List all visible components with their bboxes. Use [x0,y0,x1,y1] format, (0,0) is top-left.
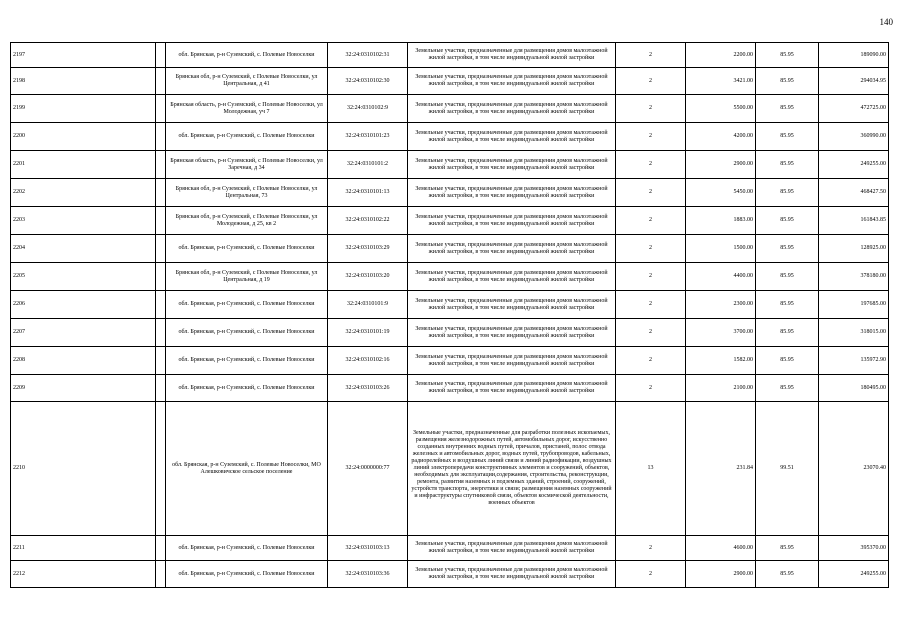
rate-cell: 85.95 [756,123,819,151]
category-cell: 2 [616,123,686,151]
spacer-cell [156,263,166,291]
cadastral-number-cell: 32:24:0310103:26 [328,375,408,402]
table-row [11,319,889,347]
table-row [11,402,889,536]
row-number-cell: 2206 [11,291,156,319]
land-use-cell: Земельные участки, предназначенные для размещения домов малоэтажной жилой застройки, в том числе индивидуальной жилой застройки [408,151,616,179]
row-number-cell: 2212 [11,561,156,588]
category-cell: 2 [616,319,686,347]
land-use-cell: Земельные участки, предназначенные для размещения домов малоэтажной жилой застройки, в том числе индивидуальной жилой застройки [408,291,616,319]
spacer-cell [156,207,166,235]
cadastral-number-cell: 32:24:0310102:30 [328,68,408,95]
spacer-cell [156,151,166,179]
cadastral-number-cell: 32:24:0310103:29 [328,235,408,263]
table-row [11,291,889,319]
rate-cell: 85.95 [756,95,819,123]
cadastral-value-cell: 468427.50 [819,179,889,207]
cadastral-value-cell: 249255.00 [819,561,889,588]
rate-cell: 85.95 [756,151,819,179]
table-row [11,95,889,123]
row-number-cell: 2202 [11,179,156,207]
address-cell: Брянская обл, р-н Суземский, с Полевые Новоселки, ул Центральная, д 41 [166,68,328,95]
rate-cell: 85.95 [756,347,819,375]
rate-cell: 85.95 [756,375,819,402]
area-cell: 2900.00 [686,561,756,588]
rate-cell: 85.95 [756,207,819,235]
rate-cell: 85.95 [756,263,819,291]
page-number: 140 [879,17,893,27]
cadastral-value-cell: 197685.00 [819,291,889,319]
spacer-cell [156,123,166,151]
cadastral-number-cell: 32:24:0310103:36 [328,561,408,588]
rate-cell: 85.95 [756,319,819,347]
cadastral-number-cell: 32:24:0310103:20 [328,263,408,291]
cadastral-value-cell: 161843.85 [819,207,889,235]
area-cell: 1500.00 [686,235,756,263]
area-cell: 2900.00 [686,151,756,179]
address-cell: обл. Брянская, р-н Суземский, с. Полевые Новоселки [166,319,328,347]
address-cell: Брянская область, р-н Суземский, с Полевые Новоселки, ул Молодежная, уч 7 [166,95,328,123]
cadastral-value-cell: 23070.40 [819,402,889,536]
rate-cell: 85.95 [756,43,819,68]
address-cell: обл. Брянская, р-н Суземский, с. Полевые Новоселки [166,291,328,319]
land-use-cell: Земельные участки, предназначенные для размещения домов малоэтажной жилой застройки, в том числе индивидуальной жилой застройки [408,561,616,588]
table-row [11,263,889,291]
spacer-cell [156,536,166,561]
land-use-cell: Земельные участки, предназначенные для разработки полезных ископаемых, размещения железнодорожных путей, автомобильных дорог, искусственно созданных внутренних водных путей, причалов, пристаней, полос отвода железных и автомобильных дорог, водных путей, трубопроводов, кабельных, радиорелейных и воздушных линий связи и линий радиофикации, воздушных линий электропередачи конструктивных элементов и сооружений, объектов, необходимых для эксплуатации,содержания, строительства, реконструкции, ремонта, развития наземных и подземных зданий, строений, сооружений, устройств транспорта, энергетики и связи; размещения наземных сооружений и инфраструктуры спутниковой связи, объектов космической деятельности, военных объектов [408,402,616,536]
cadastral-value-cell: 472725.00 [819,95,889,123]
address-cell: обл. Брянская, р-н Суземский, с. Полевые Новоселки [166,235,328,263]
cadastral-number-cell: 32:24:0310102:16 [328,347,408,375]
category-cell: 2 [616,207,686,235]
category-cell: 2 [616,43,686,68]
category-cell: 2 [616,68,686,95]
cadastral-number-cell: 32:24:0310101:23 [328,123,408,151]
category-cell: 2 [616,291,686,319]
row-number-cell: 2204 [11,235,156,263]
area-cell: 2300.00 [686,291,756,319]
cadastral-value-cell: 378180.00 [819,263,889,291]
rate-cell: 85.95 [756,179,819,207]
land-use-cell: Земельные участки, предназначенные для размещения домов малоэтажной жилой застройки, в том числе индивидуальной жилой застройки [408,536,616,561]
category-cell: 2 [616,151,686,179]
address-cell: Брянская область, р-н Суземский, с Полевые Новоселки, ул Заречная, д 34 [166,151,328,179]
cadastral-number-cell: 32:24:0310102:22 [328,207,408,235]
row-number-cell: 2203 [11,207,156,235]
row-number-cell: 2210 [11,402,156,536]
spacer-cell [156,561,166,588]
row-number-cell: 2199 [11,95,156,123]
area-cell: 4600.00 [686,536,756,561]
table-row [11,68,889,95]
cadastral-value-cell: 395370.00 [819,536,889,561]
table-row [11,375,889,402]
spacer-cell [156,402,166,536]
area-cell: 1582.00 [686,347,756,375]
spacer-cell [156,95,166,123]
cadastral-value-cell: 249255.00 [819,151,889,179]
rate-cell: 85.95 [756,561,819,588]
row-number-cell: 2197 [11,43,156,68]
area-cell: 3700.00 [686,319,756,347]
cadastral-value-cell: 135972.90 [819,347,889,375]
row-number-cell: 2208 [11,347,156,375]
spacer-cell [156,179,166,207]
cadastral-value-cell: 180495.00 [819,375,889,402]
category-cell: 13 [616,402,686,536]
row-number-cell: 2207 [11,319,156,347]
area-cell: 4200.00 [686,123,756,151]
rate-cell: 85.95 [756,235,819,263]
cadastral-number-cell: 32:24:0310101:9 [328,291,408,319]
row-number-cell: 2200 [11,123,156,151]
row-number-cell: 2209 [11,375,156,402]
address-cell: обл. Брянская, р-н Суземский, с. Полевые Новоселки, МО Алешковичское сельское поселение [166,402,328,536]
rate-cell: 85.95 [756,68,819,95]
spacer-cell [156,291,166,319]
cadastral-value-cell: 189090.00 [819,43,889,68]
area-cell: 5450.00 [686,179,756,207]
land-use-cell: Земельные участки, предназначенные для размещения домов малоэтажной жилой застройки, в том числе индивидуальной жилой застройки [408,179,616,207]
table-row [11,536,889,561]
spacer-cell [156,235,166,263]
category-cell: 2 [616,347,686,375]
land-use-cell: Земельные участки, предназначенные для размещения домов малоэтажной жилой застройки, в том числе индивидуальной жилой застройки [408,347,616,375]
address-cell: Брянская обл, р-н Суземский, с Полевые Новоселки, ул Центральная, д 19 [166,263,328,291]
cadastral-value-cell: 360990.00 [819,123,889,151]
category-cell: 2 [616,179,686,207]
land-use-cell: Земельные участки, предназначенные для размещения домов малоэтажной жилой застройки, в том числе индивидуальной жилой застройки [408,95,616,123]
land-use-cell: Земельные участки, предназначенные для размещения домов малоэтажной жилой застройки, в том числе индивидуальной жилой застройки [408,375,616,402]
row-number-cell: 2211 [11,536,156,561]
area-cell: 231.84 [686,402,756,536]
rate-cell: 85.95 [756,536,819,561]
area-cell: 2200.00 [686,43,756,68]
cadastral-value-cell: 318015.00 [819,319,889,347]
table-row [11,179,889,207]
cadastral-number-cell: 32:24:0310101:19 [328,319,408,347]
spacer-cell [156,68,166,95]
cadastral-number-cell: 32:24:0310102:9 [328,95,408,123]
category-cell: 2 [616,263,686,291]
address-cell: Брянская обл, р-н Суземский, с Полевые Новоселки, ул Молодежная, д 25, кв 2 [166,207,328,235]
cadastral-value-cell: 128925.00 [819,235,889,263]
land-use-cell: Земельные участки, предназначенные для размещения домов малоэтажной жилой застройки, в том числе индивидуальной жилой застройки [408,68,616,95]
land-registry-table [10,42,889,588]
cadastral-number-cell: 32:24:0310101:2 [328,151,408,179]
area-cell: 4400.00 [686,263,756,291]
land-use-cell: Земельные участки, предназначенные для размещения домов малоэтажной жилой застройки, в том числе индивидуальной жилой застройки [408,43,616,68]
area-cell: 5500.00 [686,95,756,123]
spacer-cell [156,347,166,375]
land-use-cell: Земельные участки, предназначенные для размещения домов малоэтажной жилой застройки, в том числе индивидуальной жилой застройки [408,235,616,263]
area-cell: 2100.00 [686,375,756,402]
spacer-cell [156,43,166,68]
spacer-cell [156,375,166,402]
area-cell: 1883.00 [686,207,756,235]
category-cell: 2 [616,375,686,402]
category-cell: 2 [616,536,686,561]
cadastral-number-cell: 32:24:0000000:77 [328,402,408,536]
table-row [11,207,889,235]
address-cell: Брянская обл, р-н Суземский, с Полевые Новоселки, ул Центральная, 73 [166,179,328,207]
address-cell: обл. Брянская, р-н Суземский, с. Полевые Новоселки [166,347,328,375]
spacer-cell [156,319,166,347]
address-cell: обл. Брянская, р-н Суземский, с. Полевые Новоселки [166,561,328,588]
area-cell: 3421.00 [686,68,756,95]
address-cell: обл. Брянская, р-н Суземский, с. Полевые Новоселки [166,43,328,68]
land-use-cell: Земельные участки, предназначенные для размещения домов малоэтажной жилой застройки, в том числе индивидуальной жилой застройки [408,263,616,291]
address-cell: обл. Брянская, р-н Суземский, с. Полевые Новоселки [166,375,328,402]
category-cell: 2 [616,95,686,123]
table-row [11,43,889,68]
rate-cell: 99.51 [756,402,819,536]
land-use-cell: Земельные участки, предназначенные для размещения домов малоэтажной жилой застройки, в том числе индивидуальной жилой застройки [408,123,616,151]
address-cell: обл. Брянская, р-н Суземский, с. Полевые Новоселки [166,123,328,151]
category-cell: 2 [616,561,686,588]
cadastral-number-cell: 32:24:0310103:13 [328,536,408,561]
table-row [11,235,889,263]
land-use-cell: Земельные участки, предназначенные для размещения домов малоэтажной жилой застройки, в том числе индивидуальной жилой застройки [408,319,616,347]
table-row [11,123,889,151]
cadastral-value-cell: 294034.95 [819,68,889,95]
category-cell: 2 [616,235,686,263]
row-number-cell: 2205 [11,263,156,291]
row-number-cell: 2201 [11,151,156,179]
cadastral-number-cell: 32:24:0310101:13 [328,179,408,207]
rate-cell: 85.95 [756,291,819,319]
table-row [11,347,889,375]
table-body [11,43,889,588]
table-row [11,561,889,588]
land-use-cell: Земельные участки, предназначенные для размещения домов малоэтажной жилой застройки, в том числе индивидуальной жилой застройки [408,207,616,235]
address-cell: обл. Брянская, р-н Суземский, с. Полевые Новоселки [166,536,328,561]
row-number-cell: 2198 [11,68,156,95]
cadastral-number-cell: 32:24:0310102:31 [328,43,408,68]
table-row [11,151,889,179]
